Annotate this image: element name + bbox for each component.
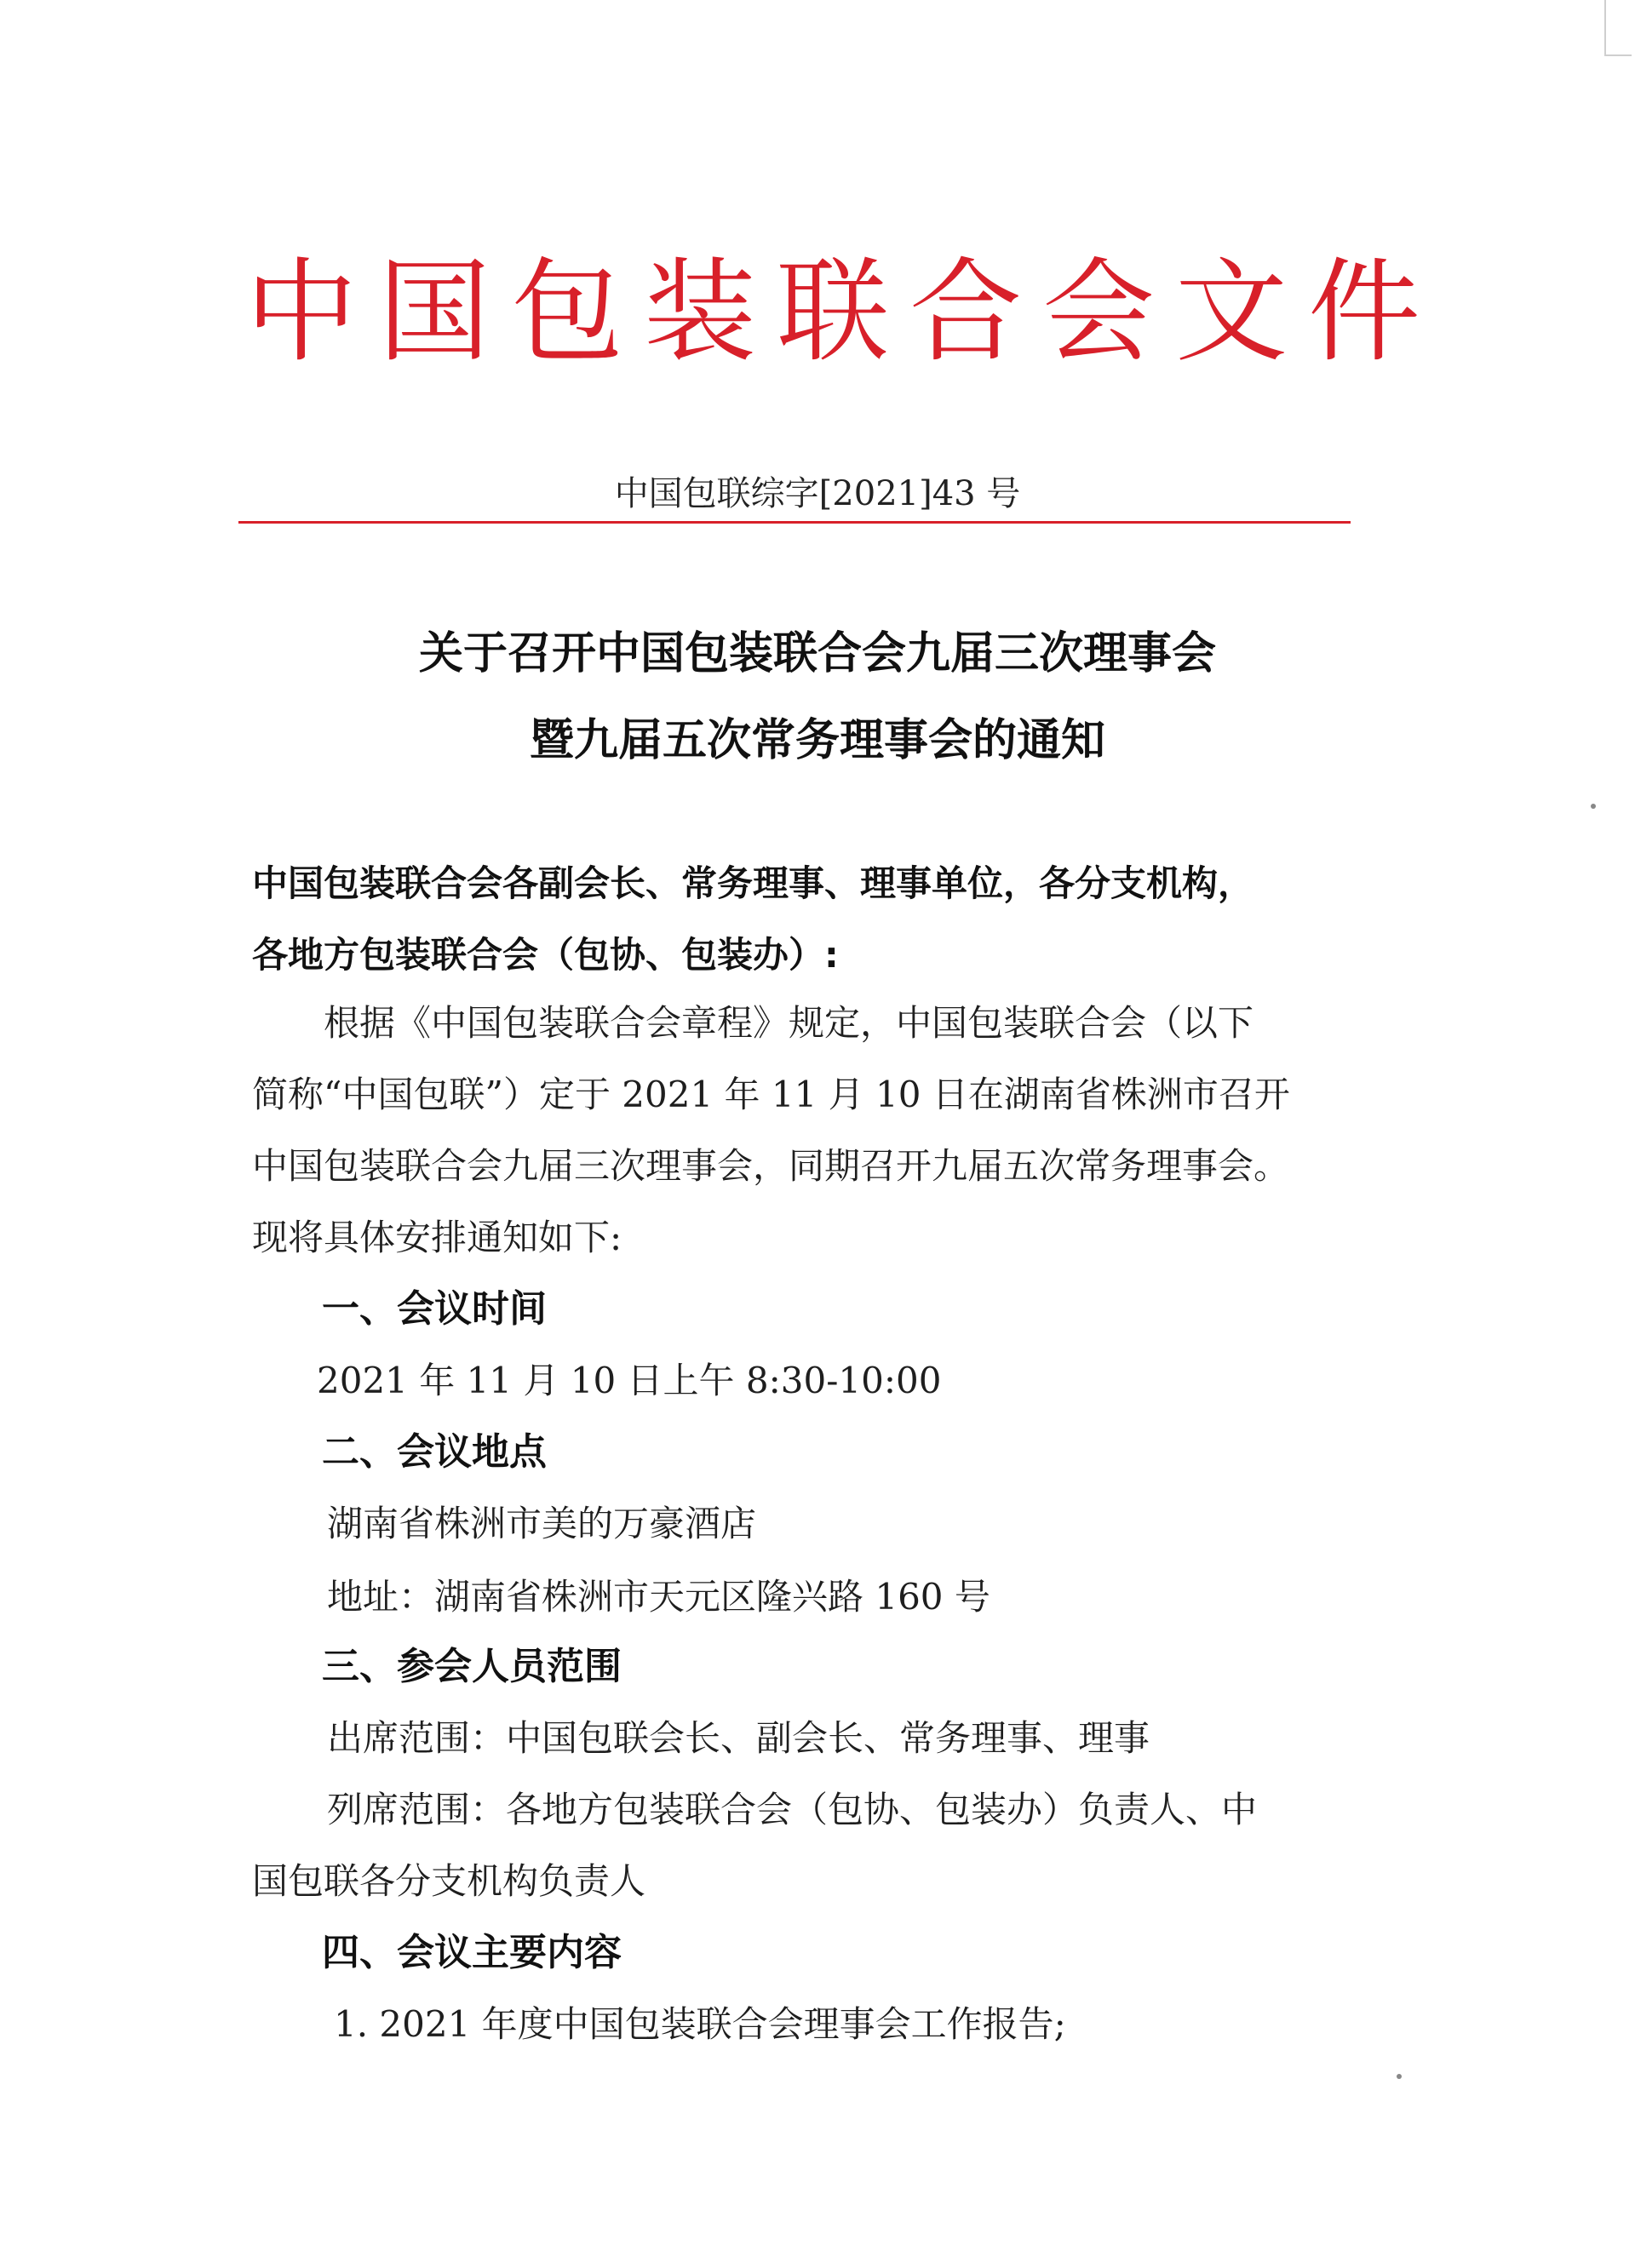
letterhead-divider xyxy=(238,521,1351,524)
section-heading-attendees: 三、参会人员范围 xyxy=(322,1645,622,1688)
venue-address: 地址：湖南省株洲市天元区隆兴路 160 号 xyxy=(327,1576,990,1618)
scan-speck xyxy=(1397,2074,1402,2079)
section-heading-time: 一、会议时间 xyxy=(322,1287,547,1331)
meeting-time: 2021 年 11 月 10 日上午 8:30-10:00 xyxy=(317,1360,942,1401)
document-number: 中国包联综字[2021]43 号 xyxy=(614,474,1021,513)
page-corner-mark xyxy=(1604,0,1632,56)
section-heading-content: 四、会议主要内容 xyxy=(322,1931,622,1974)
notice-title-line-1: 关于召开中国包装联合会九届三次理事会 xyxy=(418,628,1216,679)
letterhead-title: 中国包装联合会文件 xyxy=(245,247,1441,378)
attendees-observe-line-2: 国包联各分支机构负责人 xyxy=(252,1860,646,1902)
attendees-attend: 出席范围：中国包联会长、副会长、常务理事、理事 xyxy=(327,1717,1150,1759)
addressee-line-1: 中国包装联合会各副会长、常务理事、理事单位，各分支机构， xyxy=(252,862,1254,904)
venue-name: 湖南省株洲市美的万豪酒店 xyxy=(327,1503,757,1544)
intro-line-2: 简称“中国包联”）定于 2021 年 11 月 10 日在湖南省株洲市召开 xyxy=(252,1074,1290,1115)
scan-speck xyxy=(1591,804,1596,809)
section-heading-venue: 二、会议地点 xyxy=(322,1430,547,1474)
intro-line-3: 中国包装联合会九届三次理事会，同期召开九届五次常务理事会。 xyxy=(252,1145,1290,1187)
intro-line-1: 根据《中国包装联合会章程》规定，中国包装联合会（以下 xyxy=(324,1002,1254,1044)
content-item-1: 1. 2021 年度中国包装联合会理事会工作报告; xyxy=(334,2003,1066,2045)
notice-title-line-2: 暨九届五次常务理事会的通知 xyxy=(529,715,1105,766)
intro-line-4: 现将具体安排通知如下: xyxy=(252,1217,622,1258)
attendees-observe-line-1: 列席范围：各地方包装联合会（包协、包装办）负责人、中 xyxy=(327,1789,1258,1830)
addressee-line-2: 各地方包装联合会（包协、包装办）: xyxy=(252,934,839,976)
